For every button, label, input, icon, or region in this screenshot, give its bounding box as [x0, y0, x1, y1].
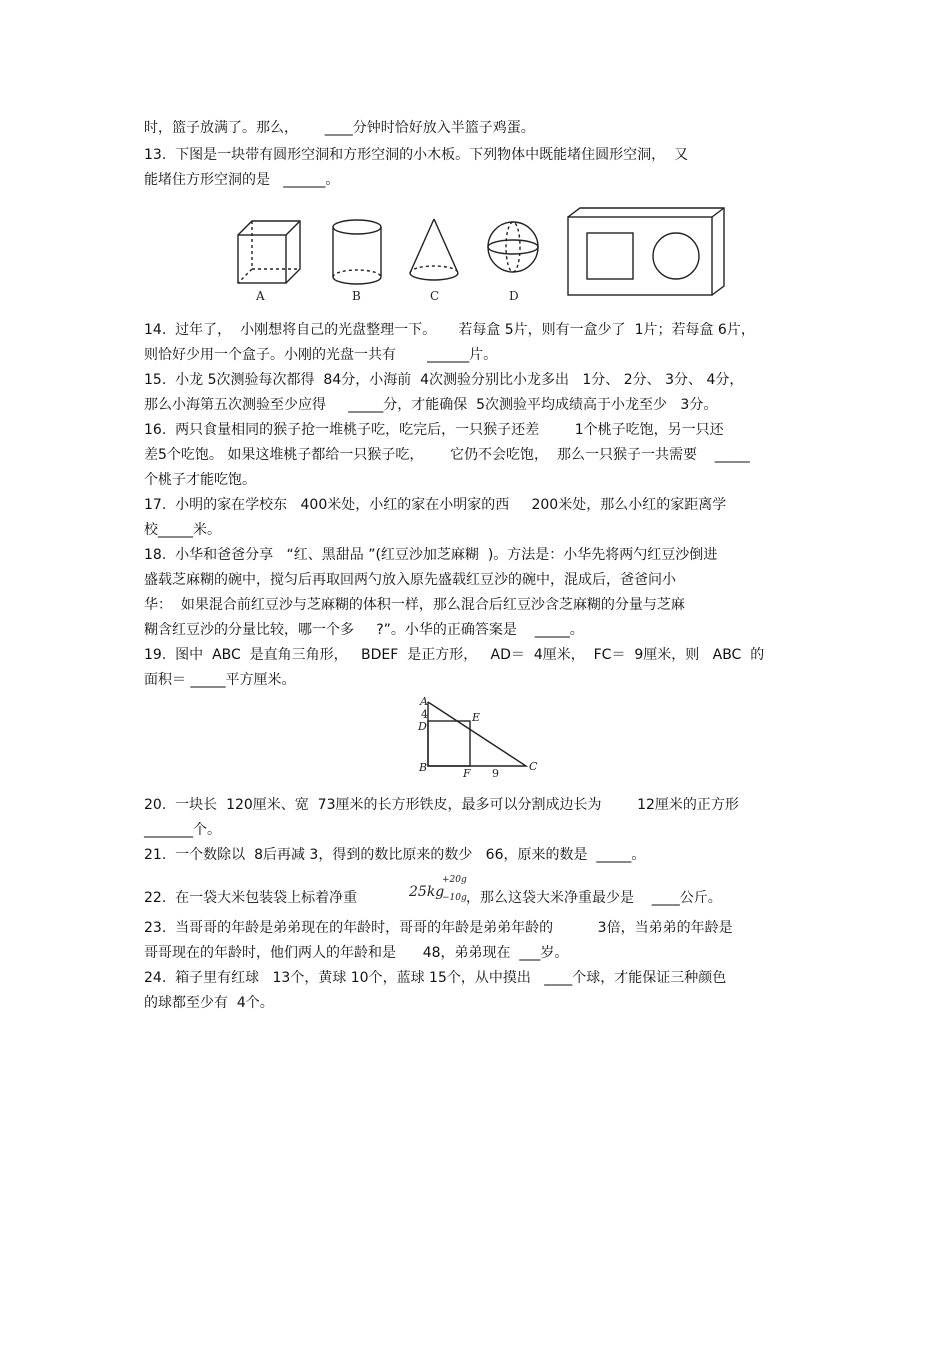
cube-shape — [238, 221, 300, 283]
q20-line-1: 20. 一块长 120厘米、宽 73厘米的长方形铁皮，最多可以分割成边长为 12厘米的正方形 — [144, 797, 739, 813]
text-line-1: 时，篮子放满了。那么， ____分钟时恰好放入半篮子鸡蛋。 — [144, 120, 535, 136]
label-c: C — [529, 760, 538, 773]
q18-line-4: 糊含红豆沙的分量比较，哪一个多 ?”。小华的正确答案是 _____。 — [144, 622, 584, 638]
weight-base: 25kg — [409, 884, 445, 900]
q16-line-3: 个桃子才能吃饱。 — [144, 472, 256, 488]
label-4: 4 — [421, 708, 428, 721]
q21-line: 21. 一个数除以 8后再减 3，得到的数比原来的数少 66，原来的数是 _____。 — [144, 847, 646, 863]
q23-line-2: 哥哥现在的年龄时，他们两人的年龄和是 48，弟弟现在 ___岁。 — [144, 945, 569, 961]
label-d: D — [509, 289, 519, 303]
q13-line-1: 13. 下图是一块带有圆形空洞和方形空洞的小木板。下列物体中既能堵住圆形空洞， 又 — [144, 147, 689, 163]
label-f: F — [463, 767, 471, 780]
weight-lower: −10g — [442, 893, 467, 903]
q14-line-1: 14. 过年了， 小刚想将自己的光盘整理一下。 若每盒 5片，则有一盒少了 1片；若每盒 6片， — [144, 322, 755, 338]
q18-line-2: 盛载芝麻糊的碗中，搅匀后再取回两勺放入原先盛载红豆沙的碗中，混成后，爸爸问小 — [144, 572, 676, 588]
weight-upper: +20g — [442, 875, 467, 885]
q14-line-2: 则恰好少用一个盒子。小刚的光盘一共有 ______片。 — [144, 347, 498, 363]
label-a: A — [420, 695, 428, 708]
label-b: B — [419, 761, 428, 774]
cylinder-shape — [333, 220, 381, 284]
label-9: 9 — [492, 767, 499, 780]
q22-line-part-1: 22. 在一袋大米包装袋上标着净重 — [144, 890, 358, 906]
label-d: D — [418, 720, 427, 733]
q22-line-part-2: ，那么这袋大米净重最少是 ____公斤。 — [466, 890, 722, 906]
q19-line-2: 面积＝ _____平方厘米。 — [144, 672, 296, 688]
q17-line-2: 校_____米。 — [144, 522, 221, 538]
q15-line-2: 那么小海第五次测验至少应得 _____分，才能确保 5次测验平均成绩高于小龙至少 3分。 — [144, 397, 718, 413]
figure-13 — [230, 205, 730, 305]
q13-line-2: 能堵住方形空洞的是 ______。 — [144, 172, 340, 188]
q24-line-1: 24. 箱子里有红球 13个，黄球 10个，蓝球 15个，从中摸出 ____个球，才能保证三种颜色 — [144, 970, 727, 986]
label-e: E — [472, 711, 481, 724]
board-shape — [568, 208, 724, 295]
label-b: B — [352, 289, 361, 303]
q18-line-3: 华： 如果混合前红豆沙与芝麻糊的体积一样，那么混合后红豆沙含芝麻糊的分量与芝麻 — [144, 597, 685, 613]
q16-line-2: 差5个吃饱。 如果这堆桃子都给一只猴子吃， 它仍不会吃饱， 那么一只猴子一共需要 _____ — [144, 447, 750, 463]
q19-line-1: 19. 图中 ABC 是直角三角形， BDEF 是正方形， AD＝ 4厘米， FC＝ 9厘米，则 ABC 的 — [144, 647, 765, 663]
figure-19 — [412, 694, 547, 780]
net-weight-label — [408, 870, 467, 904]
square-bdef — [428, 721, 470, 766]
label-c: C — [430, 289, 440, 303]
q17-line-1: 17. 小明的家在学校东 400米处，小红的家在小明家的西 200米处，那么小红的家距离学 — [144, 497, 727, 513]
q15-line-1: 15. 小龙 5次测验每次都得 84分，小海前 4次测验分别比小龙多出 1分、 2分、 3分、 4分， — [144, 372, 744, 388]
q23-line-1: 23. 当哥哥的年龄是弟弟现在的年龄时，哥哥的年龄是弟弟年龄的 3倍，当弟弟的年龄是 — [144, 920, 733, 936]
q16-line-1: 16. 两只食量相同的猴子抢一堆桃子吃，吃完后，一只猴子还差 1个桃子吃饱，另一只还 — [144, 422, 724, 438]
label-a: A — [256, 289, 265, 303]
sphere-shape — [488, 222, 538, 272]
q24-line-2: 的球都至少有 4个。 — [144, 995, 274, 1011]
q18-line-1: 18. 小华和爸爸分享 “红、黑甜品 ”(红豆沙加芝麻糊 )。方法是：小华先将两勺红豆沙倒进 — [144, 547, 718, 563]
q20-line-2: _______个。 — [144, 822, 221, 838]
cone-shape — [410, 219, 458, 280]
